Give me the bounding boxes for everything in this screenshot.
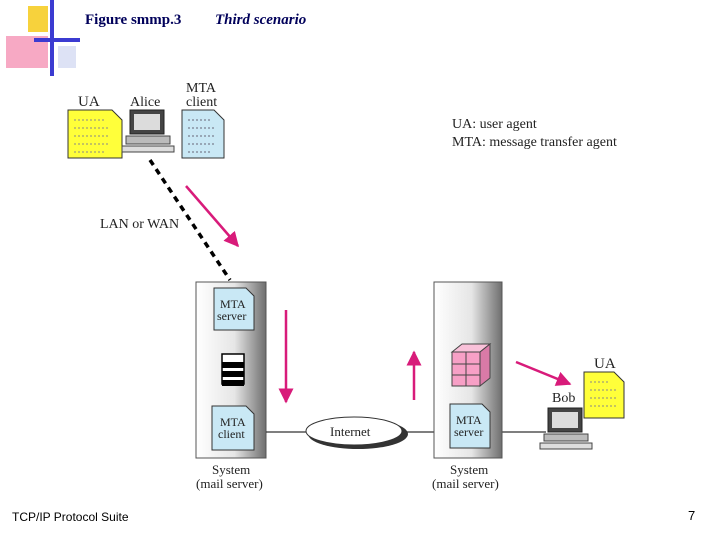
bob-label: Bob — [552, 391, 576, 406]
figure-title: Third scenario — [215, 12, 307, 28]
server1-bottom-line1: MTA — [220, 415, 246, 429]
server1-top-line2: server — [217, 309, 247, 323]
server2-doc-line1: MTA — [456, 413, 482, 427]
ua-document-icon — [68, 110, 122, 158]
queue-icon — [222, 354, 244, 386]
server2-doc-line2: server — [454, 425, 484, 439]
lan-wan-label: LAN or WAN — [100, 217, 180, 232]
system2-line1: System — [450, 462, 489, 477]
legend-ua: UA: user agent — [452, 117, 537, 132]
legend-mta: MTA: message transfer agent — [452, 135, 617, 150]
alice-label: Alice — [130, 95, 161, 110]
mailbox-icon — [452, 344, 490, 386]
system2-line2: (mail server) — [432, 476, 499, 491]
arrow-to-server1 — [186, 186, 238, 246]
page-number: 7 — [688, 508, 696, 523]
ua-right-label: UA — [594, 356, 616, 372]
mta-client-top-line2: client — [186, 95, 218, 110]
alice-computer-icon — [122, 110, 174, 152]
mta-client-top-line1: MTA — [186, 81, 216, 96]
server1-bottom-line2: client — [218, 427, 245, 441]
server1-top-line1: MTA — [220, 297, 246, 311]
ua-left-label: UA — [78, 94, 100, 110]
footer-suite: TCP/IP Protocol Suite — [12, 510, 129, 524]
system1-line1: System — [212, 462, 251, 477]
arrow-to-bob-ua — [516, 362, 570, 384]
system1-line2: (mail server) — [196, 476, 263, 491]
figure-label: Figure smmp.3 — [85, 12, 182, 28]
mta-client-document-icon — [182, 110, 224, 158]
bob-ua-document-icon — [584, 372, 624, 418]
internet-label: Internet — [330, 424, 371, 439]
